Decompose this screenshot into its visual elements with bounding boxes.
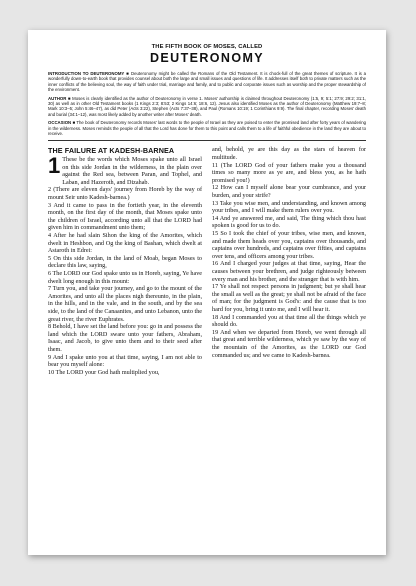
verse-6: 6 The LORD our God spake unto us in Horeb, saying, Ye have dwelt long enough in this mount: [48, 270, 202, 285]
verse-1 [48, 153, 202, 187]
introduction-text: Deuteronomy might be called the Romans of the Old Testament. It is chock-full of the great themes of scripture. It is a wonderfully down-to-earth book that provides counsel about both the large and small issues and questions of life. It addresses itself both to private matters such as the inner conflicts of the believing soul, the way of faith under trial, marriage and family, and to public and corporate issues such as worship and the proper stewardship of the environment. [48, 71, 366, 93]
author-paragraph [48, 96, 366, 118]
verse-2: 2 (There are eleven days' journey from Horeb by the way of mount Seir unto Kadesh-barnea.) [48, 187, 202, 202]
author-marker: ■ [67, 95, 71, 101]
scripture-column-left [48, 147, 202, 377]
verse-14: 14 And ye answered me, and said, The thing which thou hast spoken is good for us to do. [212, 215, 366, 230]
book-title: DEUTERONOMY [149, 51, 264, 65]
verse-13: 13 Take you wise men, and understanding, and known among your tribes, and I will make them rulers over you. [212, 200, 366, 215]
verse-11: 11 (The LORD God of your fathers make you a thousand times so many more as ye are, and bless you, as he hath promised you!) [212, 162, 366, 184]
verse-8: 8 Behold, I have set the land before you: go in and possess the land which the LORD sware unto your fathers, Abraham, Isaac, and Jacob, to give unto them and to their seed after them. [48, 324, 202, 353]
occasion-paragraph [48, 120, 366, 136]
verse-15: 15 So I took the chief of your tribes, wise men, and known, and made them heads over you, captains over thousands, and captains over hundreds, and captains over fifties, and captains over tens, and officers among your tribes. [212, 231, 366, 260]
verse-4: 4 After he had slain Sihon the king of the Amorites, which dwelt in Heshbon, and Og the king of Bashan, which dwelt at Astaroth in Edrei: [48, 233, 202, 255]
bible-page [28, 30, 386, 555]
chapter-number: 1 [48, 153, 61, 179]
author-text: Moses is clearly identified as the author of Deuteronomy in verse 1. Moses' authorship is claimed throughout Deuteronomy (1:5, 9; 5:1; 27:9; 29:2; 31:1, 30) as well as in other Old Testament books (1 Kings 2:3; 8:53; 2 Kings 14:6; 18:6, 12). Jesus also identified Moses as the author of Deuteronomy (Matthew 19:7–8; Mark 10:3–5; John 5:46–47), as did Peter (Acts 3:22), Stephen (Acts 7:37–38), and Paul (Romans 10:19; 1 Corinthians 9:9). The final chapter, recording Moses' death and burial (34:1–12), was most likely added by another writer after Moses' death. [48, 95, 366, 117]
scripture-column-right [212, 147, 366, 377]
introduction-paragraph [48, 71, 366, 93]
scripture-columns [48, 147, 366, 377]
verse-19: 19 And when we departed from Horeb, we went through all that great and terrible wilderness, which ye saw by the way of the mountain of the Amorites, as the LORD our God commanded us; and we came to Kadesh-barnea. [212, 329, 366, 359]
introduction-label: INTRODUCTION TO DEUTERONOMY [48, 71, 125, 76]
occasion-label: OCCASION [48, 120, 72, 126]
author-label: AUTHOR [48, 95, 67, 101]
verse-10-cont: and, behold, ye are this day as the stars of heaven for multitude. [212, 147, 366, 162]
verse-12: 12 How can I myself alone bear your cumbrance, and your burden, and your strife? [212, 185, 366, 200]
verse-7: 7 Turn you, and take your journey, and go to the mount of the Amorites, and unto all the places nigh thereunto, in the plain, in the hills, and in the vale, and in the south, and by the sea side, to the land of the Canaanites, and unto Lebanon, unto the great river, the river Euphrates. [48, 286, 202, 323]
section-heading: THE FAILURE AT KADESH-BARNEA [48, 146, 175, 156]
page-content [48, 44, 366, 377]
verse-1-text: These be the words which Moses spake unto all Israel on this side Jordan in the wilderness, in the plain over against the Red sea, between Paran, and Tophel, and Laban, and Hazeroth, and Dizahab. [62, 157, 202, 186]
section-divider [48, 140, 366, 141]
verse-18: 18 And I commanded you at that time all the things which ye should do. [212, 314, 366, 329]
verse-5: 5 On this side Jordan, in the land of Moab, began Moses to declare this law, saying, [48, 255, 202, 270]
verse-16: 16 And I charged your judges at that time, saying, Hear the causes between your brethren, and judge righteously between every man and his brother, and the stranger that is with him. [212, 261, 366, 283]
book-subtitle: THE FIFTH BOOK OF MOSES, CALLED [151, 44, 263, 50]
verse-9: 9 And I spake unto you at that time, saying, I am not able to bear you myself alone: [48, 354, 202, 369]
verse-10-start: 10 The LORD your God hath multiplied you, [48, 369, 160, 376]
verse-3: 3 And it came to pass in the fortieth year, in the eleventh month, on the first day of the month, that Moses spake unto the children of Israel, according unto all that the LORD had given him in commandment unto them; [48, 202, 202, 232]
occasion-marker: ■ [72, 120, 76, 126]
occasion-text: The book of Deuteronomy records Moses' last words to the people of Israel as they are poised to enter the promised land after forty years of wandering in the wilderness. Moses reminds the people of all that the Lord has done for them to this point and calls them to a life of faithful obedience in the land they are about to receive. [48, 120, 366, 137]
verse-17: 17 Ye shall not respect persons in judgment; but ye shall hear the small as well as the great; ye shall not be afraid of the face of man; for the judgment is God's: and the cause that is too hard for you, bring it unto me, and I will hear it. [212, 284, 366, 313]
introduction-marker: ■ [126, 71, 130, 76]
